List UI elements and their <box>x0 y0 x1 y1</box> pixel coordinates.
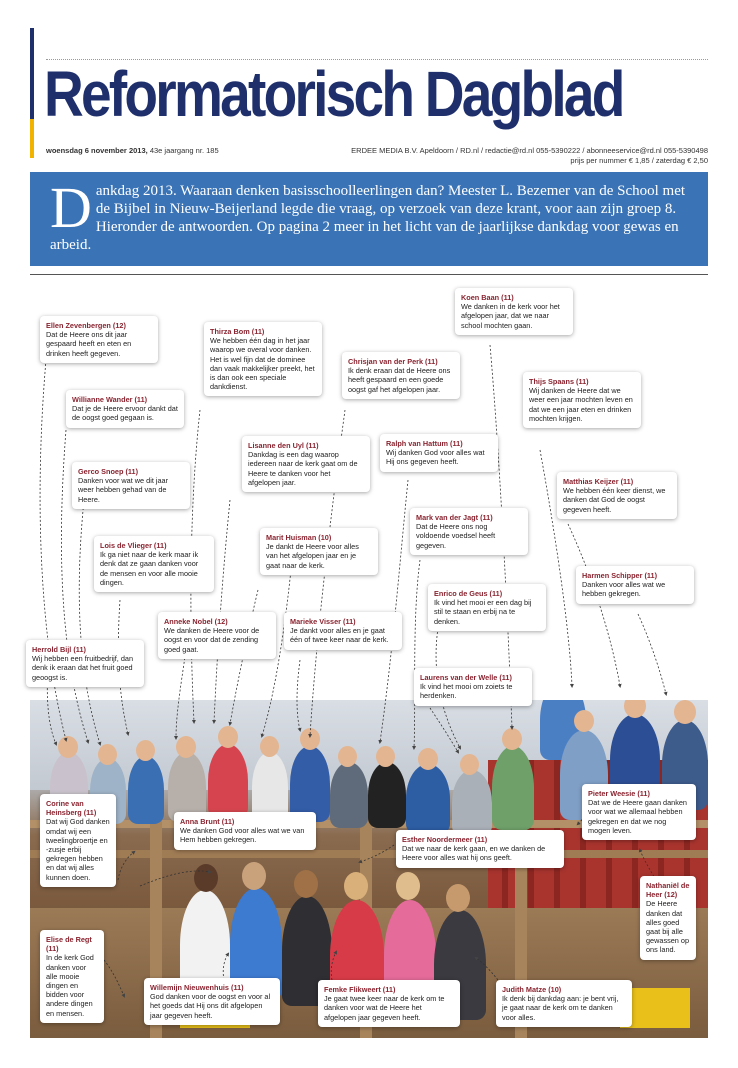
masthead-title[interactable]: Reformatorisch Dagblad <box>44 58 623 130</box>
quote-name: Esther Noordermeer (11) <box>402 835 488 844</box>
masthead-color-bar <box>30 28 34 158</box>
quote-name: Anneke Nobel (12) <box>164 617 228 626</box>
quote-text: Dat je de Heere ervoor dankt dat de oogst goed gegaan is. <box>72 404 178 423</box>
intro-text: ankdag 2013. Waaraan denken basisschoolleerlingen dan? Meester L. Bezemer van de School met de Bijbel in Nieuw-Beijerland legde die vraag, op verzoek van deze krant, voor aan zijn groep 8. Hieronder de antwoorden. Op pagina 2 meer in het licht van de jaarlijkse dankdag voor gewas en arbeid. <box>50 183 686 253</box>
quote-text: God danken voor de oogst en voor al het goeds dat Hij ons dit afgelopen jaar gegeven heeft. <box>150 992 271 1020</box>
quote-mark-van-der-jagt <box>410 508 528 555</box>
quote-name: Lisanne den Uyl (11) <box>248 441 319 450</box>
intro-dropcap: D <box>50 175 92 240</box>
quote-text: We danken God voor alles wat we van Hem hebben gekregen. <box>180 826 305 845</box>
quote-name: Judith Matze (10) <box>502 985 562 994</box>
quote-text: Dat de Heere ons nog voldoende voedsel heeft gegeven. <box>416 522 496 550</box>
quote-anna-brunt <box>174 812 316 850</box>
quote-text: We danken de Heere voor de oogst en voor dat de zending goed gaat. <box>164 626 260 654</box>
quote-koen-baan <box>455 288 573 335</box>
quote-name: Thijs Spaans (11) <box>529 377 589 386</box>
quote-name: Willianne Wander (11) <box>72 395 148 404</box>
quote-lisanne-den-uyl <box>242 436 370 492</box>
dateline-edition: 43e jaargang nr. 185 <box>149 146 219 155</box>
quote-name: Femke Flikweert (11) <box>324 985 396 994</box>
quote-name: Corine van Heinsberg (11) <box>46 799 97 818</box>
quote-text: Je dankt voor alles en je gaat één of twee keer naar de kerk. <box>290 626 389 645</box>
quote-judith-matze <box>496 980 632 1027</box>
quote-nathaniel-de-heer <box>640 876 696 960</box>
dateline-date: woensdag 6 november 2013, <box>46 146 148 155</box>
quote-elise-de-regt <box>40 930 104 1023</box>
quote-text: Je dankt de Heere voor alles van het afgelopen jaar en je gaat naar de kerk. <box>266 542 359 570</box>
quote-text: Je gaat twee keer naar de kerk om te danken voor wat de Heere het afgelopen jaar gegeven heeft. <box>324 994 445 1022</box>
quote-name: Mark van der Jagt (11) <box>416 513 493 522</box>
quote-text: We hebben één keer dienst, we danken dat God de oogst gegeven heeft. <box>563 486 666 514</box>
quote-name: Willemijn Nieuwenhuis (11) <box>150 983 244 992</box>
quote-text: In de kerk God danken voor alle mooie dingen en bidden voor andere dingen en mensen. <box>46 953 94 1018</box>
quote-name: Koen Baan (11) <box>461 293 514 302</box>
quote-enrico-de-geus <box>428 584 546 631</box>
quote-esther-noordermeer <box>396 830 564 868</box>
quote-gerco-snoep <box>72 462 190 509</box>
quote-herrold-bijl <box>26 640 144 687</box>
quote-name: Ellen Zevenbergen (12) <box>46 321 126 330</box>
quote-text: Wij danken de Heere dat we weer een jaar mochten leven en dat we een jaar eten en drinken mochten krijgen. <box>529 386 633 423</box>
quote-text: Danken voor alles wat we hebben gekregen. <box>582 580 666 599</box>
quote-text: Ik ga niet naar de kerk maar ik denk dat ze gaan danken voor de mensen en voor alle mooie dingen. <box>100 550 199 587</box>
quote-text: Wij hebben een fruitbedrijf, dan denk ik eraan dat het fruit goed geoogst is. <box>32 654 134 682</box>
quote-name: Harmen Schipper (11) <box>582 571 658 580</box>
quote-femke-flikweert <box>318 980 460 1027</box>
dateline <box>46 146 219 155</box>
quote-name: Nathaniël de Heer (12) <box>646 881 690 900</box>
quote-name: Matthias Keijzer (11) <box>563 477 634 486</box>
quote-matthias-keijzer <box>557 472 677 519</box>
quote-text: Wij danken God voor alles wat Hij ons gegeven heeft. <box>386 448 485 467</box>
quote-harmen-schipper <box>576 566 694 604</box>
quote-text: Ik denk eraan dat de Heere ons heeft gespaard en een goede oogst gaf het afgelopen jaar. <box>348 366 451 394</box>
quote-text: Dat we de Heere gaan danken voor wat we allemaal hebben gekregen en dat we nog mogen leven. <box>588 798 687 835</box>
quote-name: Elise de Regt (11) <box>46 935 92 954</box>
publisher-contact: ERDEE MEDIA B.V. Apeldoorn / RD.nl / redactie@rd.nl 055-5390222 / abonneeservice@rd.nl 055-5390498 <box>351 146 708 155</box>
quote-thijs-spaans <box>523 372 641 428</box>
quote-text: We hebben één dag in het jaar waarop we overal voor danken. Het is wel fijn dat de dominee dan vaak makkelijker preekt, het is dan ook een speciale dankdienst. <box>210 336 315 392</box>
publisher-info <box>351 146 708 166</box>
quote-marit-huisman <box>260 528 378 575</box>
section-rule <box>30 274 708 275</box>
quote-anneke-nobel <box>158 612 276 659</box>
quote-name: Marit Huisman (10) <box>266 533 332 542</box>
publisher-price: prijs per nummer € 1,85 / zaterdag € 2,50 <box>570 156 708 165</box>
quote-text: Ik vind het mooi er een dag bij stil te staan en erbij na te denken. <box>434 598 532 626</box>
quote-name: Anna Brunt (11) <box>180 817 235 826</box>
intro-box <box>30 172 708 266</box>
quote-name: Enrico de Geus (11) <box>434 589 503 598</box>
quote-text: De Heere danken dat alles goed gaat bij alle gewassen op ons land. <box>646 899 690 955</box>
quote-name: Marieke Visser (11) <box>290 617 356 626</box>
quote-text: Ik vind het mooi om zoiets te herdenken. <box>420 682 513 701</box>
quote-willemijn-nieuwenhuis <box>144 978 280 1025</box>
quote-name: Laurens van der Welle (11) <box>420 673 512 682</box>
quote-name: Pieter Weesie (11) <box>588 789 650 798</box>
quote-ralph-van-hattum <box>380 434 498 472</box>
quote-text: Dat we naar de kerk gaan, en we danken de Heere voor alles wat hij ons geeft. <box>402 844 546 863</box>
quote-text: Dankdag is een dag waarop iedereen naar de kerk gaat om de Heere te danken voor het afgelopen jaar. <box>248 450 358 487</box>
quote-marieke-visser <box>284 612 402 650</box>
quote-text: Dat wij God danken omdat wij een tweelingbroertje en -zusje erbij gekregen hebben en dat wij alles kunnen doen. <box>46 817 110 882</box>
quote-corine-van-heinsberg <box>40 794 116 887</box>
quote-laurens-van-der-welle <box>414 668 532 706</box>
quote-name: Herrold Bijl (11) <box>32 645 86 654</box>
quote-name: Thirza Bom (11) <box>210 327 265 336</box>
quote-name: Lois de Vlieger (11) <box>100 541 167 550</box>
quote-pieter-weesie <box>582 784 696 840</box>
quote-name: Ralph van Hattum (11) <box>386 439 463 448</box>
quote-text: Dat de Heere ons dit jaar gespaard heeft en eten en drinken heeft gegeven. <box>46 330 132 358</box>
quote-chrisjan-van-der-perk <box>342 352 460 399</box>
quote-lois-de-vlieger <box>94 536 214 592</box>
quote-text: Ik denk bij dankdag aan: je bent vrij, je gaat naar de kerk om te danken voor alles. <box>502 994 619 1022</box>
quote-thirza-bom <box>204 322 322 396</box>
quote-text: Danken voor wat we dit jaar weer hebben gehad van de Heere. <box>78 476 169 504</box>
quote-ellen-zevenbergen <box>40 316 158 363</box>
quote-willianne-wander <box>66 390 184 428</box>
quote-name: Chrisjan van der Perk (11) <box>348 357 438 366</box>
quote-text: We danken in de kerk voor het afgelopen jaar, dat we naar school mochten gaan. <box>461 302 560 330</box>
quote-name: Gerco Snoep (11) <box>78 467 139 476</box>
